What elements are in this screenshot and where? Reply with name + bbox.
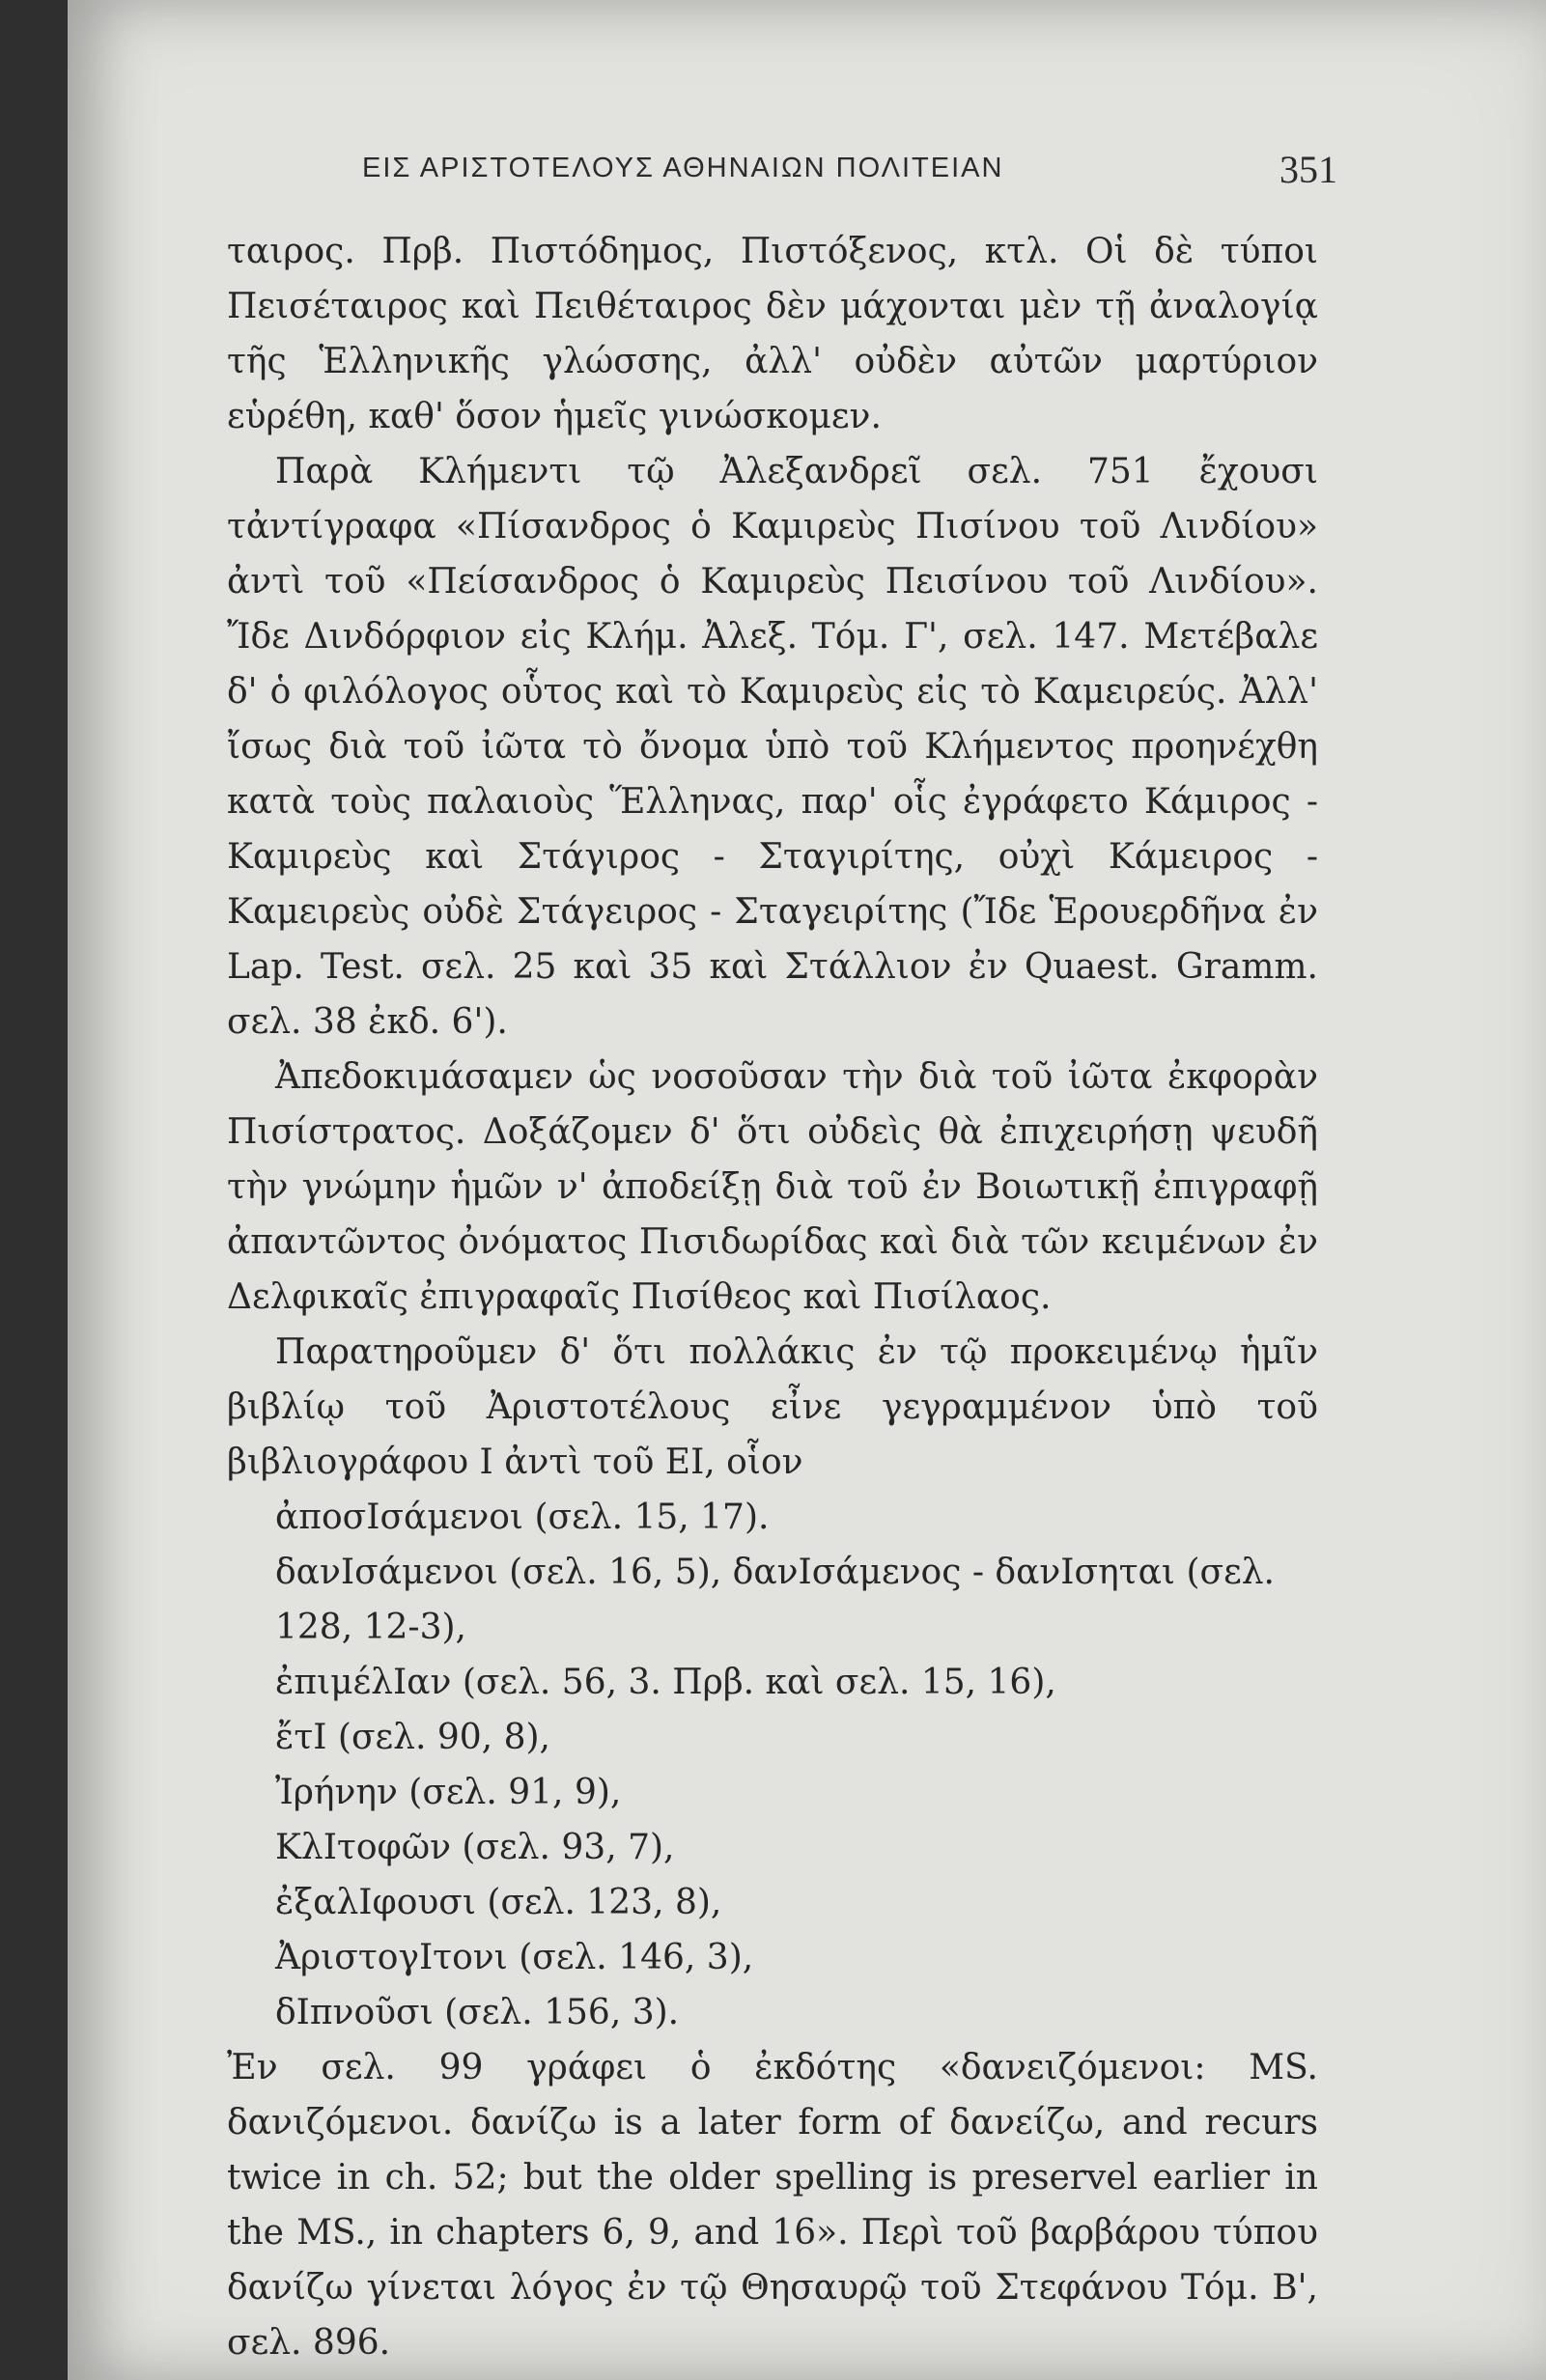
example-item: δΙπνοῦσι (σελ. 156, 3).	[275, 1993, 680, 2032]
paragraph-continuation: ταιρος. Πρβ. Πιστόδημος, Πιστόξενος, κτλ. Οἱ δὲ τύποι Πεισέταιρος καὶ Πειθέταιρος δὲν μάχονται μὲν τῇ ἀναλογίᾳ τῆς Ἑλληνικῆς γλώσσης, ἀλλ' οὐδὲν αὐτῶν μαρτύριον εὑρέθη, καθ' ὅσον ἡμεῖς γινώσκομεν.	[227, 232, 1318, 436]
example-item: ἐξαλΙφουσι (σελ. 123, 8),	[275, 1883, 722, 1922]
example-item: Ἰρήνην (σελ. 91, 9),	[275, 1773, 622, 1812]
examples-list	[227, 1490, 1318, 2040]
example-item: δανΙσάμενοι (σελ. 16, 5), δανΙσάμενος - δανΙσηται (σελ. 128, 12-3),	[275, 1553, 1275, 1647]
example-item: ἈριστογΙτονι (σελ. 146, 3),	[275, 1938, 754, 1977]
body-text	[227, 224, 1318, 2370]
example-item: ἀποσΙσάμενοι (σελ. 15, 17).	[275, 1498, 770, 1537]
paragraph-pisistratos: Ἀπεδοκιμάσαμεν ὡς νοσοῦσαν τὴν διὰ τοῦ ἰῶτα ἐκφορὰν Πισίστρατος. Δοξάζομεν δ' ὅτι οὐδεὶς θὰ ἐπιχειρήσῃ ψευδῆ τὴν γνώμην ἡμῶν ν' ἀποδείξῃ διὰ τοῦ ἐν Βοιωτικῇ ἐπιγραφῇ ἀπαντῶντος ὀνόματος Πισιδωρίδας καὶ διὰ τῶν κειμένων ἐν Δελφικαῖς ἐπιγραφαῖς Πισίθεος καὶ Πισίλαος.	[227, 1057, 1318, 1317]
running-head: ΕΙΣ ΑΡΙΣΤΟΤΕΛΟΥΣ ΑΘΗΝΑΙΩΝ ΠΟΛΙΤΕΙΑΝ	[362, 153, 1004, 183]
paragraph-final: Ἐν σελ. 99 γράφει ὁ ἐκδότης «δανειζόμενοι: MS. δανιζόμενοι. δανίζω is a later form of δανείζω, and recurs twice in ch. 52; but the older spelling is preservel earlier in the MS., in chapters 6, 9, and 16». Περὶ τοῦ βαρβάρου τύπου δανίζω γίνεται λόγος ἐν τῷ Θησαυρῷ τοῦ Στεφάνου Τόμ. Β', σελ. 896.	[227, 2048, 1318, 2363]
example-item: ἔτΙ (σελ. 90, 8),	[275, 1718, 550, 1757]
page-number: 351	[1279, 148, 1337, 191]
paragraph-observation: Παρατηροῦμεν δ' ὅτι πολλάκις ἐν τῷ προκειμένῳ ἡμῖν βιβλίῳ τοῦ Ἀριστοτέλους εἶνε γεγραμμένον ὑπὸ τοῦ βιβλιογράφου Ι ἀντὶ τοῦ ΕΙ, οἷον	[227, 1332, 1318, 1482]
example-item: ἐπιμέλΙαν (σελ. 56, 3. Πρβ. καὶ σελ. 15, 16),	[275, 1663, 1056, 1702]
book-page	[68, 0, 1546, 2380]
example-item: ΚλΙτοφῶν (σελ. 93, 7),	[275, 1828, 675, 1867]
page-header	[295, 143, 1337, 201]
paragraph-clement: Παρὰ Κλήμεντι τῷ Ἀλεξανδρεῖ σελ. 751 ἔχουσι τἀντίγραφα «Πίσανδρος ὁ Καμιρεὺς Πισίνου τοῦ Λινδίου» ἀντὶ τοῦ «Πείσανδρος ὁ Καμιρεὺς Πεισίνου τοῦ Λινδίου». Ἴδε Δινδόρφιον εἰς Κλήμ. Ἀλεξ. Τόμ. Γ', σελ. 147. Μετέβαλε δ' ὁ φιλόλογος οὗτος καὶ τὸ Καμιρεὺς εἰς τὸ Καμειρεύς. Ἀλλ' ἴσως διὰ τοῦ ἰῶτα τὸ ὄνομα ὑπὸ τοῦ Κλήμεντος προηνέχθη κατὰ τοὺς παλαιοὺς Ἕλληνας, παρ' οἷς ἐγράφετο Κάμιρος - Καμιρεὺς καὶ Στάγιρος - Σταγιρίτης, οὐχὶ Κάμειρος - Καμειρεὺς οὐδὲ Στάγειρος - Σταγειρίτης (Ἴδε Ἑρουερδῆνα ἐν Lap. Test. σελ. 25 καὶ 35 καὶ Στάλλιον ἐν Quaest. Gramm. σελ. 38 ἐκδ. 6').	[227, 452, 1318, 1042]
